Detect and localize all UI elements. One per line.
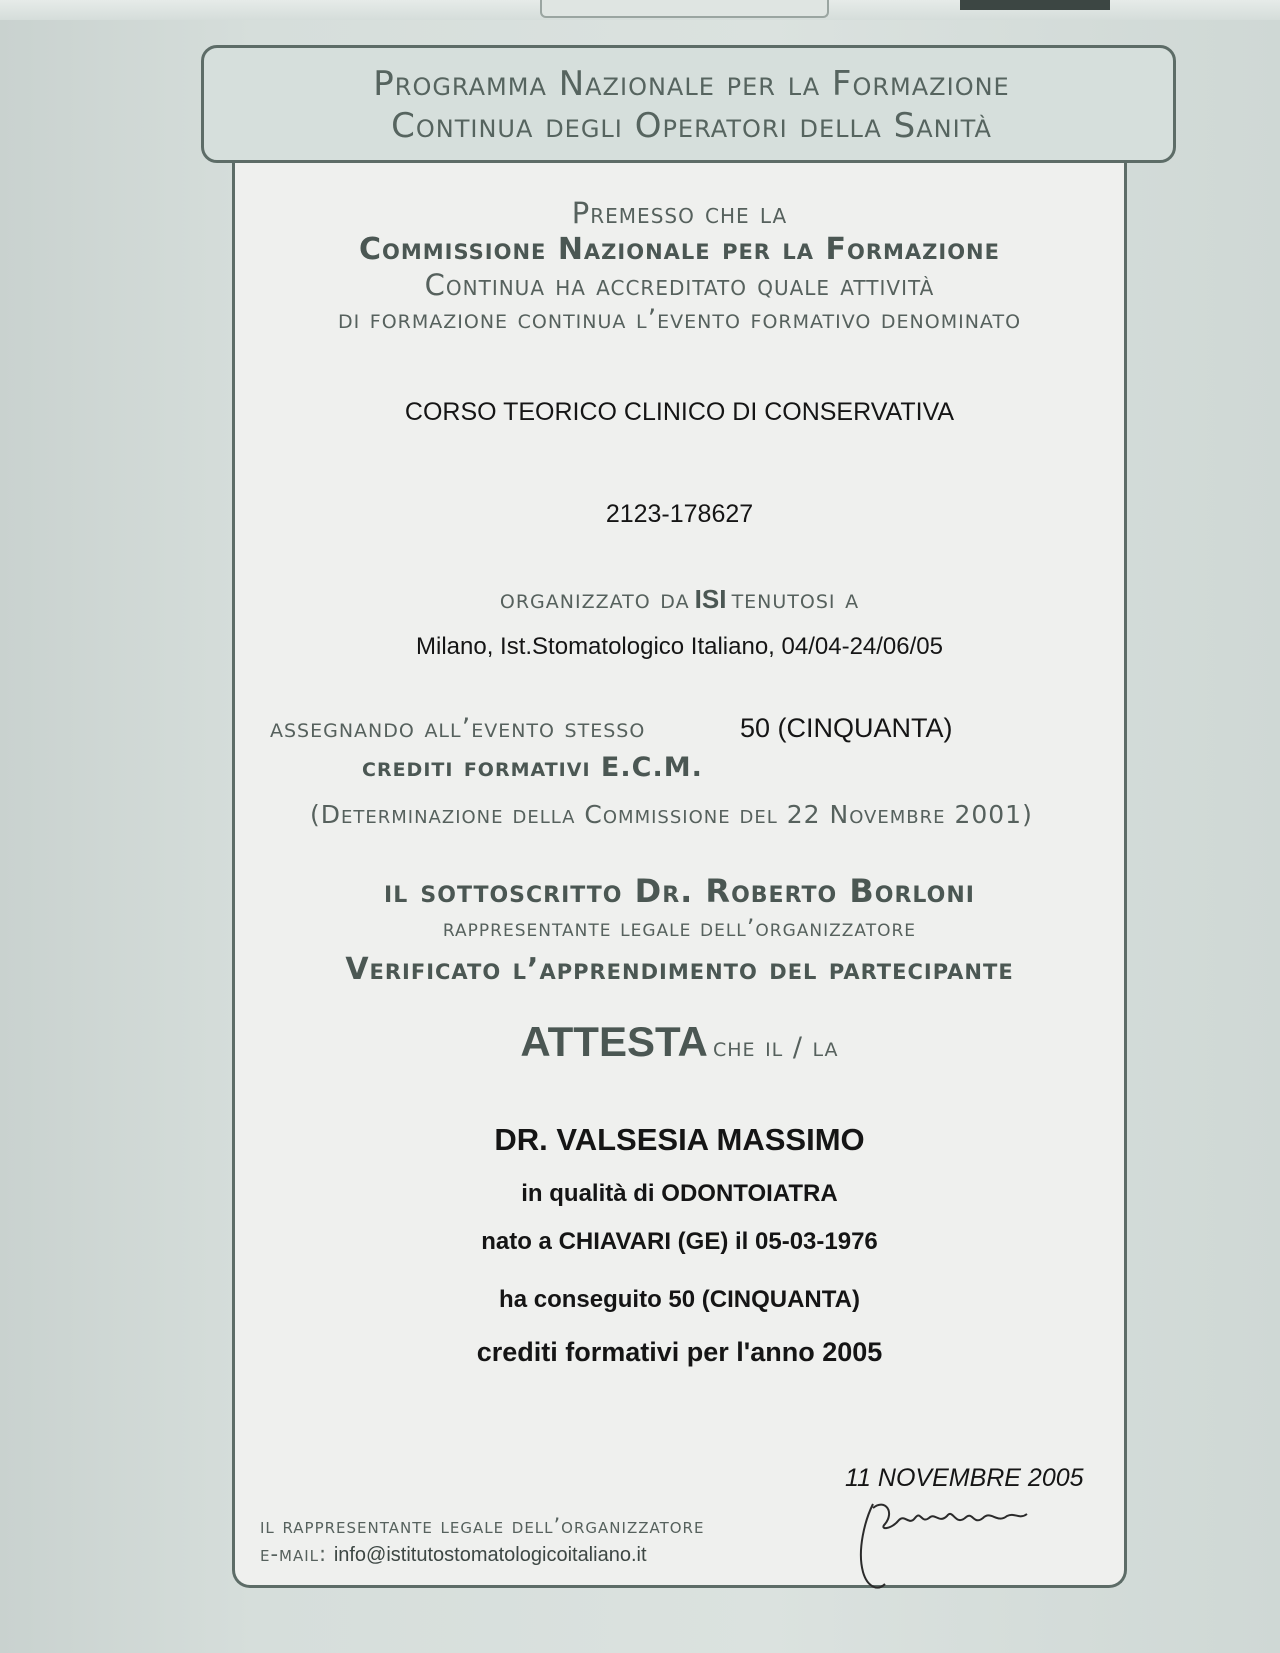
certificate-header xyxy=(201,45,1176,163)
organizer-name: ISI xyxy=(694,584,727,614)
participant-name: DR. VALSESIA MASSIMO xyxy=(494,1122,865,1157)
signatory-line-1: il sottoscritto Dr. Roberto Borloni xyxy=(384,872,975,910)
event-location: Milano, Ist.Stomatologico Italiano, 04/04-24/06/05 xyxy=(416,633,943,660)
intro-line-1: Premesso che la xyxy=(571,196,788,230)
event-code: 2123-178627 xyxy=(605,500,754,528)
frame-tab-right xyxy=(960,0,1110,10)
intro-line-3: Continua ha accreditato quale attività xyxy=(424,268,935,302)
credits-label: crediti formativi E.C.M. xyxy=(362,752,703,783)
credits-amount: 50 (CINQUANTA) xyxy=(740,713,953,743)
participant-year-credits: crediti formativi per l'anno 2005 xyxy=(476,1337,883,1367)
footer-email: info@istitutostomatologicoitaliano.it xyxy=(333,1544,647,1566)
attest-line xyxy=(232,1018,1127,1066)
participant-birth: nato a CHIAVARI (GE) il 05-03-1976 xyxy=(481,1228,878,1255)
credits-determination: (Determinazione della Commissione del 22 Novembre 2001) xyxy=(310,800,1033,829)
organized-prefix: organizzato da xyxy=(499,584,690,615)
signature-icon xyxy=(855,1490,1055,1600)
certificate-body xyxy=(232,150,1127,1588)
header-line-2: Continua degli Operatori della Sanità xyxy=(391,106,992,146)
footer-email-label: e-mail: xyxy=(260,1542,328,1566)
credits-assign-text: assegnando all’evento stesso xyxy=(270,713,646,744)
attest-word: ATTESTA xyxy=(520,1018,708,1065)
signatory-line-2: rappresentante legale dell’organizzatore xyxy=(442,914,917,942)
footer-email-line xyxy=(260,1542,647,1567)
event-title: CORSO TEORICO CLINICO DI CONSERVATIVA xyxy=(404,398,955,426)
footer-rep: il rappresentante legale dell’organizzatore xyxy=(260,1514,705,1538)
participant-role: in qualità di ODONTOIATRA xyxy=(521,1180,838,1207)
intro-line-4: di formazione continua l’evento formativo denominato xyxy=(337,304,1022,335)
frame-tab-left xyxy=(540,0,829,18)
signatory-line-3: Verificato l’apprendimento del partecipante xyxy=(345,952,1014,987)
attest-suffix: che il / la xyxy=(712,1032,839,1063)
organized-suffix: tenutosi a xyxy=(731,584,860,615)
organized-line xyxy=(232,584,1127,615)
participant-achieved: ha conseguito 50 (CINQUANTA) xyxy=(499,1286,860,1313)
intro-line-2: Commissione Nazionale per la Formazione xyxy=(359,232,1000,267)
header-line-1: Programma Nazionale per la Formazione xyxy=(373,64,1010,104)
issue-date: 11 NOVEMBRE 2005 xyxy=(845,1464,1084,1492)
